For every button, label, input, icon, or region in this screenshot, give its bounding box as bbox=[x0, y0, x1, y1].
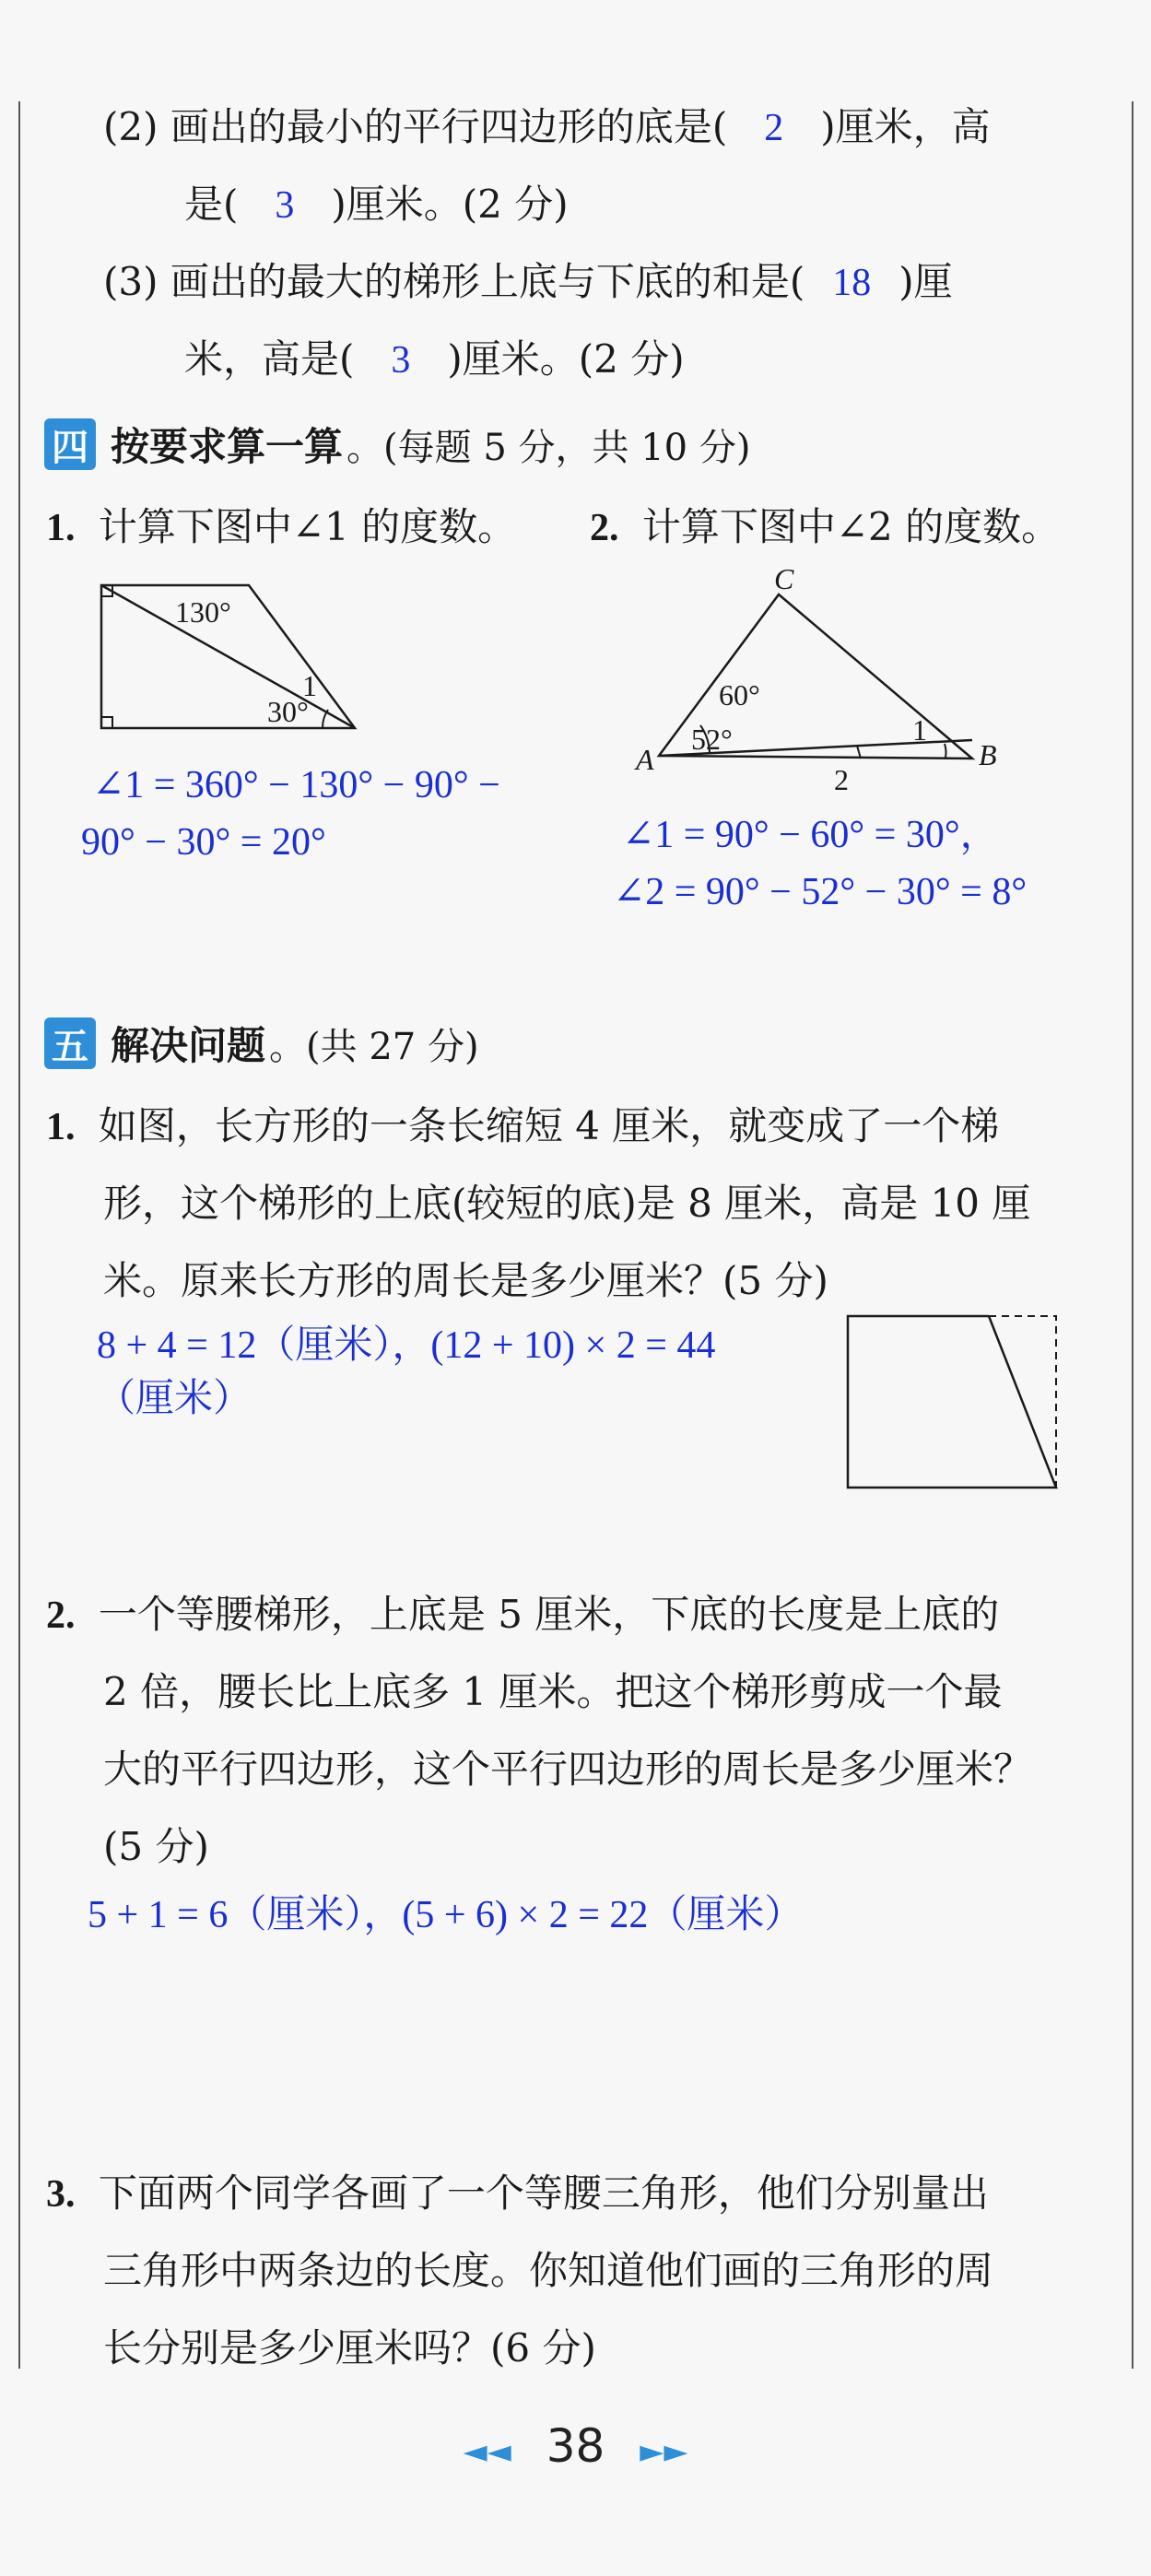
s4-answer-1-line-1: ∠1 = 360° − 130° − 90° − bbox=[92, 764, 500, 806]
text: )厘 bbox=[898, 259, 953, 304]
label-B: B bbox=[979, 738, 997, 771]
s5-question-1-line-2: 形，这个梯形的上底(较短的底)是 8 厘米，高是 10 厘 bbox=[103, 1181, 1031, 1226]
text: )厘米。(2 分) bbox=[447, 336, 685, 382]
label-C: C bbox=[774, 562, 794, 595]
answer-sum: 18 bbox=[832, 262, 872, 304]
text: (3) 画出的最大的梯形上底与下底的和是( bbox=[103, 259, 805, 304]
s5-question-3-line-2: 三角形中两条边的长度。你知道他们画的三角形的周 bbox=[103, 2248, 994, 2293]
question-text: 如图，长方形的一条长缩短 4 厘米，就变成了一个梯 bbox=[98, 1103, 1000, 1148]
text: 米，高是( bbox=[184, 336, 355, 382]
left-margin-rule bbox=[18, 101, 20, 2369]
question-2-line-1 bbox=[103, 100, 991, 156]
figure-trapezoid bbox=[92, 576, 369, 742]
section-5-badge: 五 bbox=[44, 1017, 96, 1069]
label-A: A bbox=[636, 743, 654, 776]
s5-answer-2: 5 + 1 = 6（厘米），(5 + 6) × 2 = 22（厘米） bbox=[88, 1894, 804, 1936]
figure-rectangle-trapezoid bbox=[846, 1311, 1067, 1495]
section-5-header bbox=[44, 1016, 479, 1071]
section-4-header bbox=[44, 417, 750, 472]
figure-triangle bbox=[636, 562, 1023, 806]
question-number: 2. bbox=[46, 1594, 76, 1637]
label-angle-2: 2 bbox=[834, 763, 849, 796]
label-angle-1: 1 bbox=[302, 669, 317, 702]
question-2-line-2 bbox=[184, 177, 569, 233]
angle-arc-B bbox=[945, 744, 946, 758]
section-4-note: 。(每题 5 分，共 10 分) bbox=[346, 426, 751, 469]
s5-question-3-line-1 bbox=[46, 2166, 989, 2222]
answer-base: 2 bbox=[764, 107, 784, 149]
s4-question-1 bbox=[46, 500, 516, 556]
s5-answer-1-line-2: （厘米） bbox=[97, 1378, 253, 1420]
s4-answer-1-line-2: 90° − 30° = 20° bbox=[81, 821, 326, 864]
label-angle-1: 1 bbox=[912, 713, 927, 747]
s5-question-2-line-4: (5 分) bbox=[103, 1824, 209, 1869]
question-text: 计算下图中∠1 的度数。 bbox=[98, 504, 517, 549]
s5-question-1-line-3: 米。原来长方形的周长是多少厘米？(5 分) bbox=[103, 1258, 828, 1303]
question-text: 一个等腰梯形，上底是 5 厘米，下底的长度是上底的 bbox=[98, 1592, 1000, 1637]
s5-answer-1-line-1: 8 + 4 = 12（厘米），(12 + 10) × 2 = 44 bbox=[97, 1324, 716, 1367]
question-number: 1. bbox=[46, 1106, 76, 1148]
s4-question-2 bbox=[590, 500, 1060, 556]
s5-question-2-line-1 bbox=[46, 1587, 999, 1643]
question-number: 2. bbox=[590, 507, 619, 549]
right-margin-rule bbox=[1132, 101, 1133, 2369]
question-number: 1. bbox=[46, 507, 76, 549]
s5-question-2-line-3: 大的平行四边形，这个平行四边形的周长是多少厘米？ bbox=[103, 1747, 1033, 1792]
s4-answer-2-line-2: ∠2 = 90° − 52° − 30° = 8° bbox=[613, 871, 1028, 913]
s5-question-1-line-1 bbox=[46, 1099, 999, 1155]
text: 是( bbox=[184, 182, 239, 227]
right-angle-mark-bottom bbox=[101, 717, 112, 728]
text: (2) 画出的最小的平行四边形的底是( bbox=[103, 104, 728, 149]
next-page-icon[interactable]: ►► bbox=[640, 2433, 688, 2470]
label-52: 52° bbox=[691, 723, 733, 756]
question-3-line-2 bbox=[184, 332, 685, 388]
label-130: 130° bbox=[175, 595, 231, 629]
section-5-title: 解决问题 bbox=[111, 1023, 266, 1068]
answer-height: 3 bbox=[275, 184, 295, 227]
question-3-line-1 bbox=[103, 254, 953, 311]
page-number: 38 bbox=[546, 2419, 605, 2473]
s5-question-2-line-2: 2 倍，腰长比上底多 1 厘米。把这个梯形剪成一个最 bbox=[103, 1669, 1003, 1714]
prev-page-icon[interactable]: ◄◄ bbox=[463, 2433, 511, 2470]
label-30: 30° bbox=[267, 695, 309, 728]
question-number: 3. bbox=[46, 2173, 76, 2216]
section-4-title: 按要求算一算 bbox=[111, 424, 344, 469]
trapezoid-outline bbox=[848, 1316, 1056, 1488]
s5-question-3-line-3: 长分别是多少厘米吗？(6 分) bbox=[103, 2325, 596, 2370]
section-5-note: 。(共 27 分) bbox=[269, 1025, 479, 1068]
answer-height: 3 bbox=[391, 339, 411, 382]
question-text: 计算下图中∠2 的度数。 bbox=[641, 504, 1061, 549]
text: )厘米。(2 分) bbox=[331, 182, 569, 227]
s4-answer-2-line-1: ∠1 = 90° − 60° = 30°， bbox=[622, 814, 999, 856]
text: )厘米，高 bbox=[820, 104, 991, 149]
question-text: 下面两个同学各画了一个等腰三角形，他们分别量出 bbox=[98, 2170, 989, 2216]
section-4-badge: 四 bbox=[44, 418, 96, 470]
page-footer bbox=[0, 2419, 1151, 2473]
label-60: 60° bbox=[719, 678, 760, 712]
